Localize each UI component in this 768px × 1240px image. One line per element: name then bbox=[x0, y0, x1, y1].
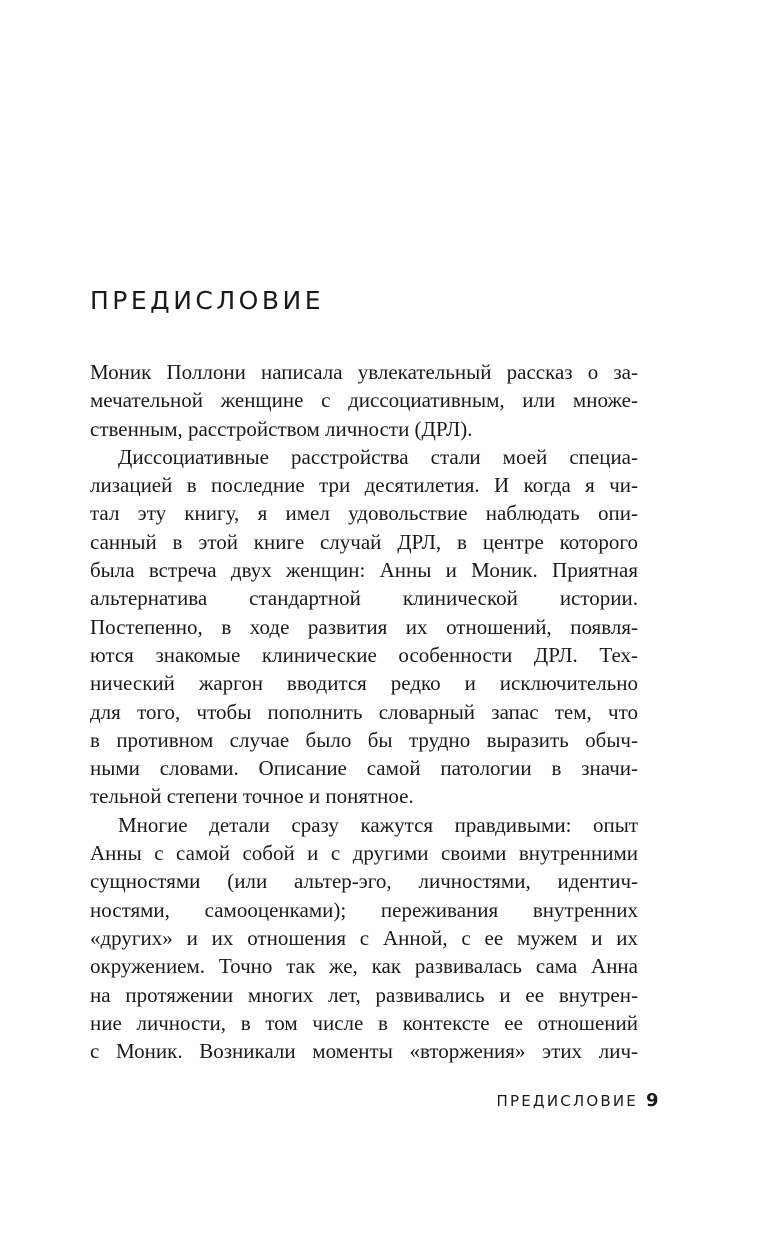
text-line: окружением. Точно так же, как развивалась сама Анна bbox=[90, 954, 638, 979]
text-line: санный в этой книге случай ДРЛ, в центре которого bbox=[90, 529, 638, 554]
text-line: Моник Поллони написала увлекательный рассказ о за- bbox=[90, 360, 638, 384]
text-line: на протяжении многих лет, развивались и ее внутрен- bbox=[90, 982, 638, 1007]
text-line: тал эту книгу, я имел удовольствие наблюдать опи- bbox=[90, 501, 638, 526]
text-line: Многие детали сразу кажутся правдивыми: опыт bbox=[118, 812, 638, 837]
text-line: Анны с самой собой и с другими своими внутренними bbox=[90, 841, 638, 866]
text-line: лизацией в последние три десятилетия. И когда я чи- bbox=[90, 473, 638, 498]
paragraph bbox=[90, 811, 638, 1066]
text-line: в противном случае было бы трудно выразить обыч- bbox=[90, 727, 638, 752]
page-number: 9 bbox=[646, 1090, 659, 1111]
text-line: ние личности, в том числе в контексте ее отношений bbox=[90, 1010, 638, 1035]
text-line: ными словами. Описание самой патологии в значи- bbox=[90, 756, 638, 781]
text-line: с Моник. Возникали моменты «вторжения» этих лич- bbox=[90, 1039, 638, 1064]
text-line: была встреча двух женщин: Анны и Моник. Приятная bbox=[90, 558, 638, 583]
text-line: ются знакомые клинические особенности ДРЛ. Тех- bbox=[90, 642, 638, 667]
chapter-title: ПРЕДИСЛОВИЕ bbox=[90, 286, 324, 315]
text-line: тельной степени точное и понятное. bbox=[90, 784, 414, 809]
text-line: ностями, самооценками); переживания внутренних bbox=[90, 897, 638, 922]
text-line: мечательной женщине с диссоциативным, или множе- bbox=[90, 388, 638, 413]
text-line: нический жаргон вводится редко и исключительно bbox=[90, 671, 638, 696]
text-line: для того, чтобы пополнить словарный запас тем, что bbox=[90, 699, 638, 724]
text-line: альтернатива стандартной клинической истории. bbox=[90, 586, 638, 611]
body-text bbox=[90, 358, 638, 1065]
paragraph bbox=[90, 358, 638, 443]
text-line: Постепенно, в ходе развития их отношений, появля- bbox=[90, 614, 638, 639]
running-footer: ПРЕДИСЛОВИЕ bbox=[496, 1092, 638, 1110]
text-line: ственным, расстройством личности (ДРЛ). bbox=[90, 416, 473, 441]
paragraph bbox=[90, 443, 638, 811]
text-line: сущностями (или альтер-эго, личностями, идентич- bbox=[90, 869, 638, 894]
text-line: «других» и их отношения с Анной, с ее мужем и их bbox=[90, 925, 638, 950]
text-line: Диссоциативные расстройства стали моей специа- bbox=[118, 444, 638, 469]
